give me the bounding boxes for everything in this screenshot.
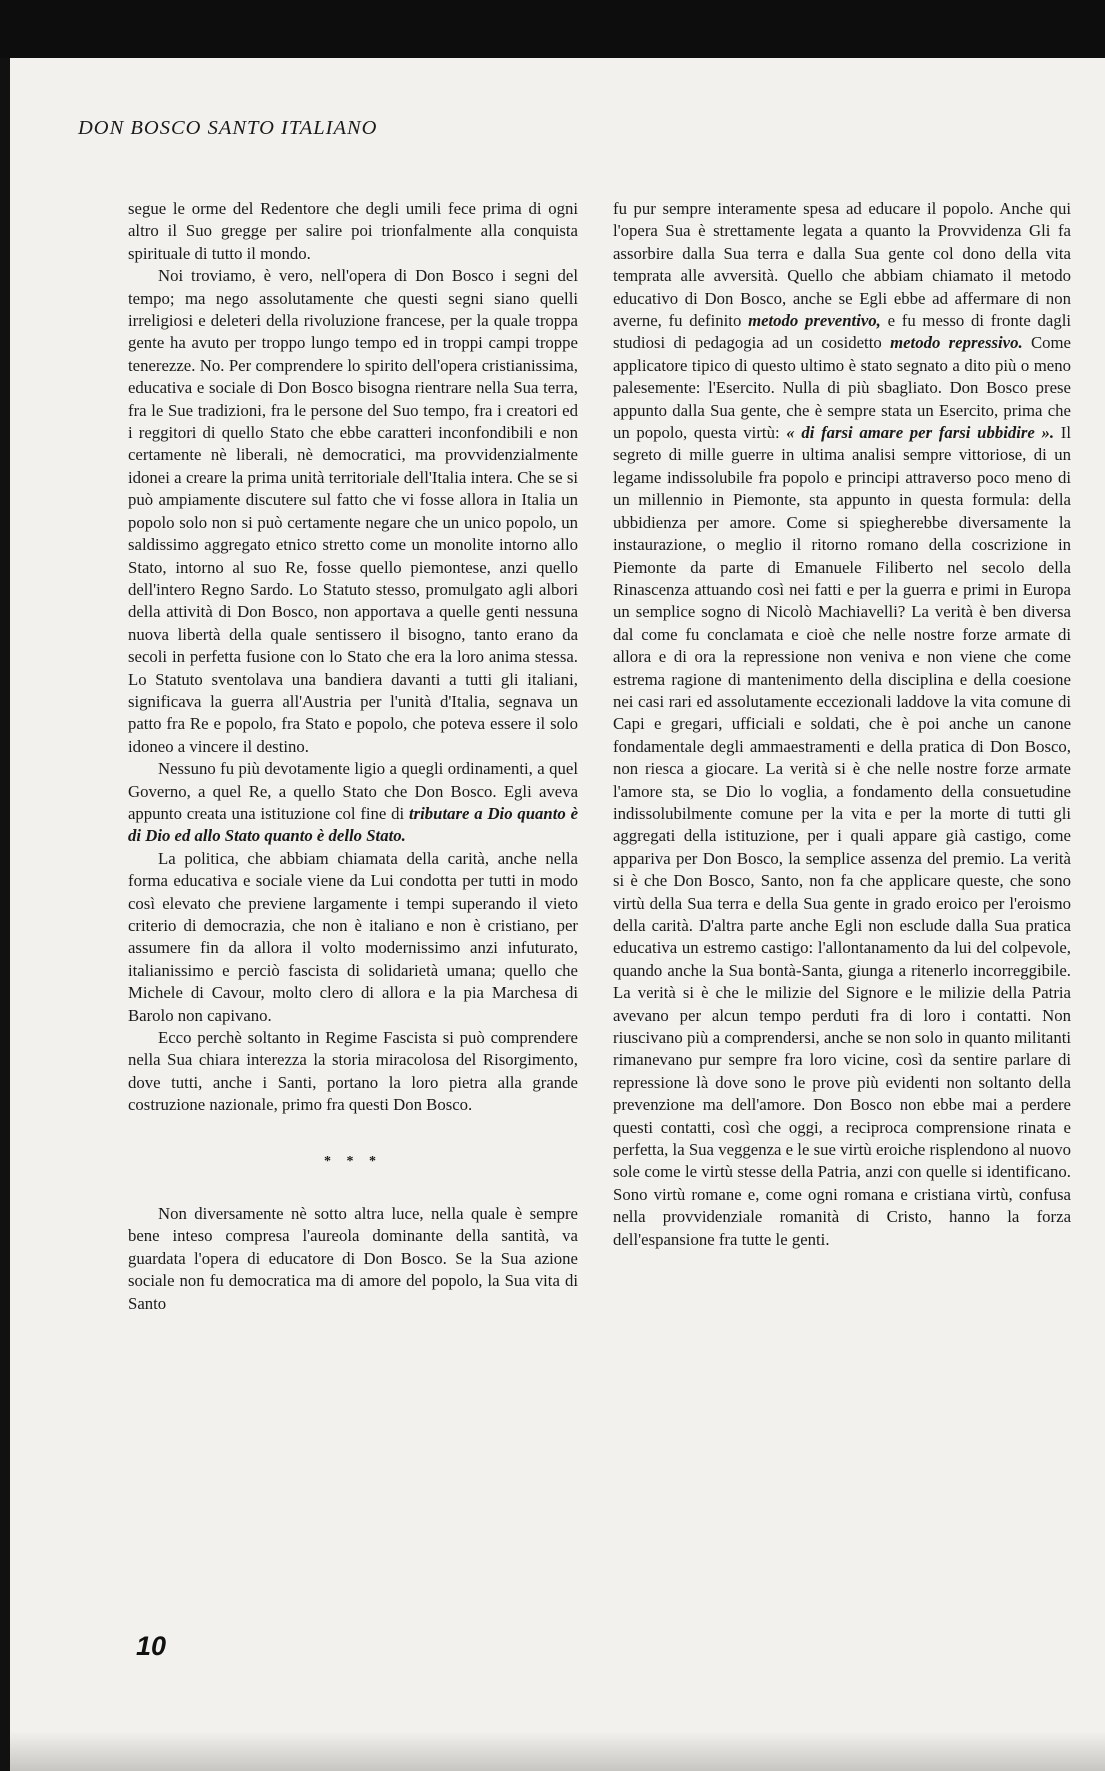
page xyxy=(0,58,1105,1771)
section-separator: * * * xyxy=(324,1153,382,1169)
paragraph-text: fu pur sempre interamente spesa ad educare il popolo. Anche qui l'opera Sua è strettamente legata a quanto la Provvidenza Gli fa assorbire dalla Sua terra e dalla Sua gente col dono della vita temprata alle avversità. Quello che abbiam chiamato il metodo educativo di Don Bosco, anche se Egli ebbe ad affermare di non averne, fu definito xyxy=(613,199,1071,331)
right-column xyxy=(613,198,1071,1251)
left-column xyxy=(128,198,578,1315)
paragraph-text: e fu messo di fronte dagli studiosi di pedagogia ad un cosidetto xyxy=(613,311,1072,353)
running-header: DON BOSCO SANTO ITALIANO xyxy=(78,117,378,139)
paragraph-text: Nessuno fu più devotamente ligio a quegli ordinamenti, a quel Governo, a quel Re, a quello Stato che Don Bosco. Egli aveva appunto creata una istituzione col fine di xyxy=(128,759,578,823)
paragraph: Non diversamente nè sotto altra luce, nella quale è sempre bene inteso compresa l'aureola dominante della santità, va guardata l'opera di educatore di Don Bosco. Se la Sua azione sociale non fu democratica ma di amore del popolo, la Sua vita di Santo xyxy=(128,1204,578,1313)
emphasis-text: « di farsi amare per farsi ubbidire ». xyxy=(786,423,1055,443)
paragraph xyxy=(128,758,578,848)
paragraph: Noi troviamo, è vero, nell'opera di Don Bosco i segni del tempo; ma nego assolutamente che questi segni siano quelli irreligiosi e deleteri della rivoluzione francese, per la quale troppa gente ha avuto per troppo lungo tempo ed in troppi campi troppe tenerezze. No. Per comprendere lo spirito dell'opera cristianissima, educativa e sociale di Don Bosco bisogna rientrare nella Sua terra, fra le Sue tradizioni, fra le persone del Suo tempo, fra i creatori ed i reggitori di quello Stato che ebbe caratteri inconfondibili e non certamente nè liberali, nè democratici, ma provvidenzialmente idonei a creare la prima unità territoriale dell'Italia intera. Che se si può ampiamente discutere sul fatto che vi fosse allora in Italia un popolo solo non si può certamente negare che un unico popolo, un saldissimo aggregato etnico stretto come un monolite intorno allo Stato, intorno al suo Re, fosse quello piemontese, anzi quello dell'intero Regno Sardo. Lo Statuto stesso, promulgato agli albori della attività di Don Bosco, non apportava a quelle genti nessuna nuova libertà della quale sentissero il bisogno, tanto erano da secoli in perfetta fusione con lo Stato che era la loro anima stessa. Lo Statuto sventolava una bandiera davanti a tutti gli italiani, significava la guerra all'Austria per l'unità d'Italia, segnava un patto fra Re e popolo, fra Stato e popolo, che poteva essere il solo idoneo a vincere il destino. xyxy=(128,266,578,756)
page-number: 10 xyxy=(136,1631,167,1661)
emphasis-text: tributare a Dio quanto è di Dio ed allo Stato quanto è dello Stato. xyxy=(128,803,578,846)
paragraph-text: Il segreto di mille guerre in ultima analisi sempre vittoriose, di un legame indissolubile fra popolo e principi attraverso poco meno di un millennio in Piemonte, sta appunto in questa formula: della ubbidienza per amore. Come si spiegherebbe diversamente la instaurazione, o meglio il ritorno romano della coscrizione in Piemonte da parte di Emanuele Filiberto nel secolo della Rinascenza attuando così nei fatti e per la guerra e primi in Europa un semplice sogno di Nicolò Machiavelli? La verità è ben diversa dal come fu conclamata e cioè che nelle nostre forze armate di allora e di ora la repressione non veniva e non viene che come estrema ragione di mantenimento della disciplina e della coesione nei casi rari ed assolutamente eccezionali laddove la vita comune di Capi e gregari, ufficiali e soldati, che è poi anche un canone fondamentale degli ammaestramenti e della pratica di Don Bosco, non riesca a giocare. La verità si è che nelle nostre forze armate l'amore sta, se Dio lo voglia, a fondamento della consuetudine indissolubilmente comune per la vita e per la morte di tutti gli aggregati della istituzione, per i quali appare già castigo, come appariva per Don Bosco, la semplice assenza del premio. La verità si è che Don Bosco, Santo, non fa che applicare queste, che sono virtù della Sua terra e della Sua gente in grado eroico per l'eroismo della carità. D'altra parte anche Egli non esclude dalla Sua pratica educativa un estremo castigo: l'allontanamento da lui del colpevole, quando anche la Sua bontà-Santa, giunga a ritenerlo incorreggibile. La verità si è che le milizie del Signore e le milizie della Patria avevano per alcun tempo perduti fra di loro i contatti. Non riuscivano più a comprendersi, anche se non solo in quanto militanti rimanevano pur sempre fra loro vicine, così da sentire parlare di repressione là dove sono le prove più evidenti non soltanto della prevenzione ma dell'amore. Don Bosco non ebbe mai a perdere questi contatti, così che oggi, a reciproca comprensione rinata e perfetta, la Sua veggenza e le sue virtù eroiche risplendono al nuovo sole come le virtù stesse della Patria, anzi con quelle si identificano. Sono virtù romane e, come ogni romana e cristiana virtù, confusa nella provvidenziale romanità di Cristo, hanno la forza dell'espansione fra tutte le genti. xyxy=(613,423,1072,1249)
paragraph: La politica, che abbiam chiamata della carità, anche nella forma educativa e sociale viene da Lui condotta per tutti in modo così elevato che previene largamente i tempi superando il vieto criterio di democrazia, che non è italiano e non è cristiano, per assumere fin da allora il volto modernissimo anzi infuturato, italianissimo e perciò fascista di solidarietà umana; quello che Michele di Cavour, molto clero di allora e la pia Marchesa di Barolo non capivano. xyxy=(128,848,578,1025)
emphasis-text: metodo preventivo, xyxy=(748,311,881,331)
paragraph: segue le orme del Redentore che degli umili fece prima di ogni altro il Suo gregge per salire poi trionfalmente alla conquista spirituale di tutto il mondo. xyxy=(128,199,578,263)
emphasis-text: metodo repressivo. xyxy=(890,333,1023,353)
scan-shadow xyxy=(10,1731,1105,1771)
paragraph-text: Come applicatore tipico di questo ultimo è stato segnato a dito più o meno palesemente: l'Esercito. Nulla di più sbagliato. Don Bosco prese appunto dalla Sua gente, che è sempre stata un Esercito, prima che un popolo, questa virtù: xyxy=(613,333,1071,443)
paragraph xyxy=(613,198,1071,1251)
paragraph: Ecco perchè soltanto in Regime Fascista si può comprendere nella Sua chiara interezza la storia miracolosa del Risorgimento, dove tutti, anche i Santi, portano la loro pietra alla grande costruzione nazionale, primo fra questi Don Bosco. xyxy=(128,1028,578,1115)
